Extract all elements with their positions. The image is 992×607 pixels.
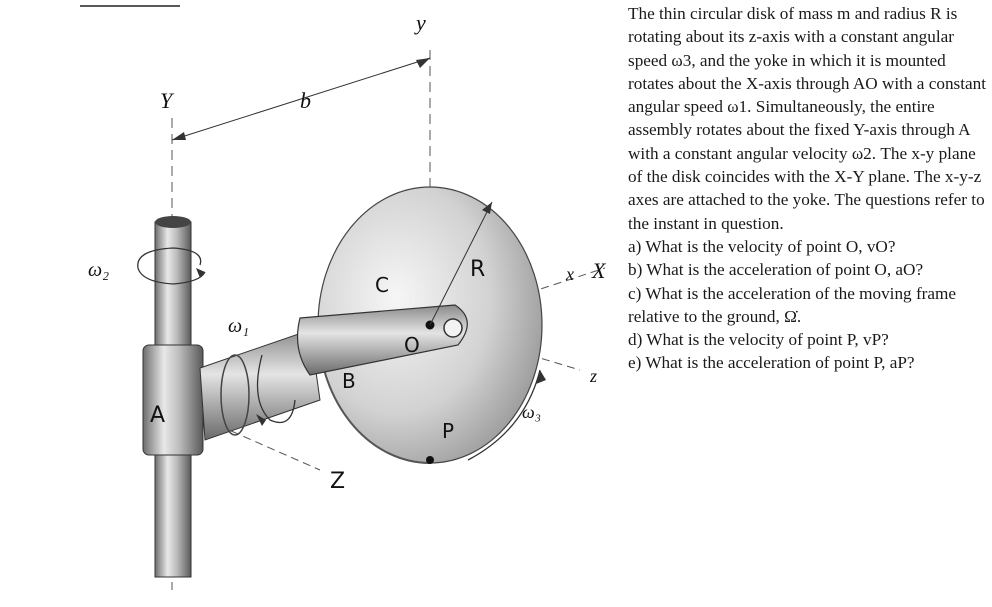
hub-A <box>143 345 203 455</box>
label-omega3: ω₃ <box>522 402 541 422</box>
problem-text <box>628 2 990 375</box>
label-b: b <box>300 88 311 113</box>
label-omega1: ω₁ <box>228 315 250 337</box>
problem-statement: The thin circular disk of mass m and radius R is rotating about its z-axis with a constant angular speed ω3, and the yoke in which it is mounted rotates about the X-axis through AO with a constant angular speed ω1. Simultaneously, the entire assembly rotates about the fixed Y-axis through A with a constant angular velocity ω2. The x-y plane of the disk coincides with the X-Y plane. The x-y-z axes are attached to the yoke. The questions refer to the instant in question. <box>628 4 986 233</box>
label-z: z <box>590 366 598 386</box>
label-B: B <box>342 369 356 393</box>
label-R: R <box>470 257 486 282</box>
label-C: C <box>375 273 389 297</box>
label-O: O <box>404 333 420 357</box>
label-Z: Z <box>330 469 346 494</box>
question-c: c) What is the acceleration of the moving frame relative to the ground, Ω̇. <box>628 283 957 326</box>
question-a: a) What is the velocity of point O, vO? <box>628 236 896 256</box>
label-x: x <box>566 264 574 284</box>
shaft-top-end <box>155 216 191 228</box>
question-d: d) What is the velocity of point P, vP? <box>628 330 889 350</box>
label-y: y <box>416 10 426 35</box>
omega2-arrowhead <box>196 268 205 278</box>
question-b: b) What is the acceleration of point O, aO? <box>628 260 924 280</box>
axle-pin <box>444 319 462 337</box>
point-P-marker <box>426 456 434 464</box>
label-A: A <box>150 403 166 428</box>
label-omega2: ω₂ <box>88 259 110 281</box>
label-P: P <box>442 419 455 443</box>
question-e: e) What is the acceleration of point P, aP? <box>628 353 915 373</box>
label-X: X <box>592 258 606 283</box>
dimension-b-arrow-right <box>416 58 430 68</box>
dimension-b-arrow-left <box>172 132 186 140</box>
label-Y: Y <box>160 88 173 113</box>
